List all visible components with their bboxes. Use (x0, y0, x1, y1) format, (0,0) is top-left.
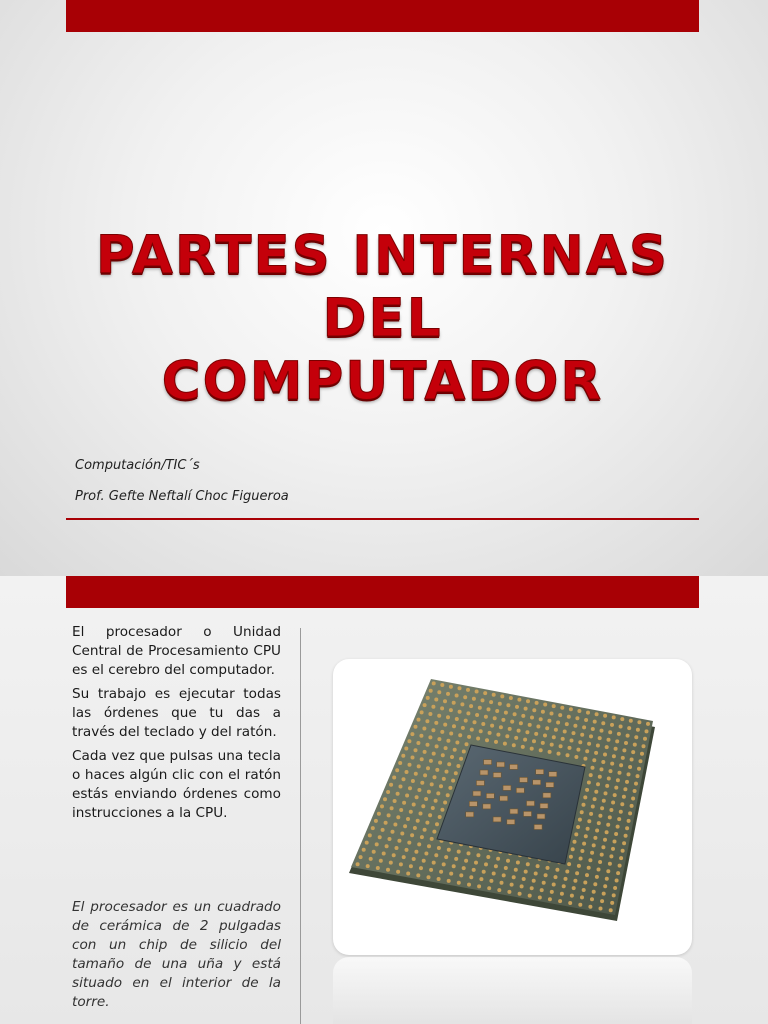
course-subtitle: Computación/TIC´s (75, 458, 200, 473)
title-line-1: PARTES INTERNAS DEL (95, 224, 670, 349)
body-text (72, 623, 281, 828)
slide-divider-line (66, 518, 699, 520)
slide-top-bar (66, 576, 699, 608)
paragraph-3: Cada vez que pulsas una tecla o haces algún clic con el ratón estás enviando órdenes como instrucciones a la CPU. (72, 748, 281, 821)
content-slide (0, 576, 768, 1024)
teacher-subtitle: Prof. Gefte Neftalí Choc Figueroa (75, 489, 289, 504)
italic-note: El procesador es un cuadrado de cerámica de 2 pulgadas con un chip de silicio del tamaño de una uña y está situado en el interior de la torre. (72, 899, 281, 1010)
page-title (66, 224, 699, 413)
paragraph-1: El procesador o Unidad Central de Procesamiento CPU es el cerebro del computador. (72, 624, 281, 678)
photo-reflection (333, 957, 692, 1024)
cpu-processor-icon (333, 659, 692, 955)
column-divider (300, 628, 301, 1024)
slide-top-bar (66, 0, 699, 32)
title-line-2: COMPUTADOR (161, 350, 604, 412)
paragraph-2: Su trabajo es ejecutar todas las órdenes que tu das a través del teclado y del ratón. (72, 686, 281, 740)
cpu-photo-frame (333, 659, 692, 955)
